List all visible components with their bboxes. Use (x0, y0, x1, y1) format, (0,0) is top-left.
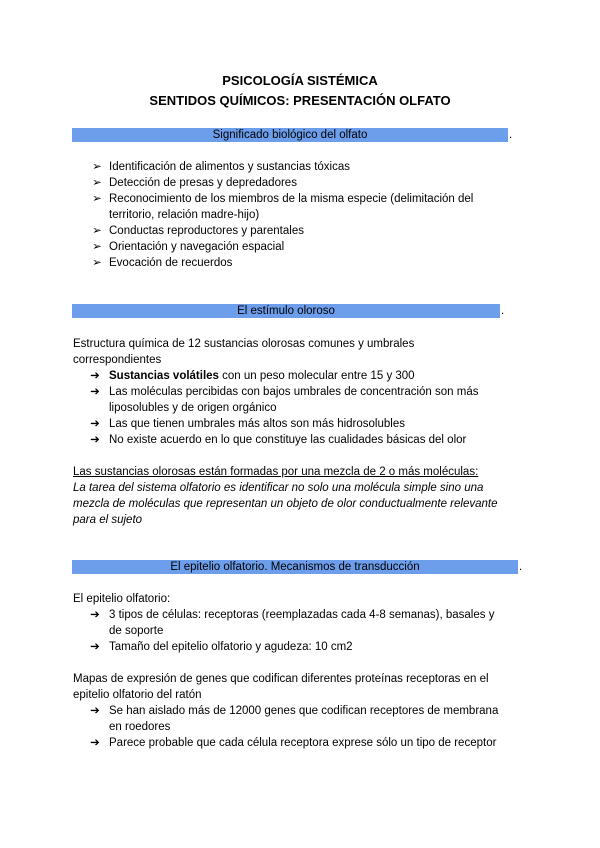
paragraph-line: Estructura química de 12 sustancias olorosas comunes y umbrales (73, 338, 415, 350)
list-item: Identificación de alimentos y sustancias tóxicas (109, 161, 350, 173)
chevron-bullet-icon: ➢ (92, 161, 102, 173)
paragraph-line: El epitelio olfatorio: (73, 593, 171, 605)
section-heading-dot: . (519, 561, 523, 573)
arrow-bullet-icon: ➔ (90, 386, 100, 398)
section-heading-dot: . (509, 129, 513, 141)
list-item: Reconocimiento de los miembros de la misma especie (delimitación del (109, 193, 474, 205)
arrow-bullet-icon: ➔ (90, 370, 100, 382)
arrow-bullet-icon: ➔ (90, 641, 100, 653)
section-heading-text: El estímulo oloroso (237, 305, 335, 317)
bold-term: Sustancias volátiles (109, 370, 219, 382)
list-item-continuation: de soporte (109, 625, 164, 637)
chevron-bullet-icon: ➢ (92, 193, 102, 205)
section-heading-estimulo (72, 304, 500, 318)
list-item (109, 368, 415, 384)
paragraph-line: epitelio olfatorio del ratón (73, 689, 202, 701)
italic-line: mezcla de moléculas que representan un objeto de olor conductualmente relevante (73, 498, 498, 510)
section-heading-text: El epitelio olfatorio. Mecanismos de transducción (170, 561, 420, 573)
arrow-bullet-icon: ➔ (90, 737, 100, 749)
arrow-bullet-icon: ➔ (90, 609, 100, 621)
section-heading-dot: . (501, 305, 505, 317)
chevron-bullet-icon: ➢ (92, 177, 102, 189)
underlined-statement: Las sustancias olorosas están formadas por una mezcla de 2 o más moléculas: (73, 466, 479, 478)
arrow-bullet-icon: ➔ (90, 705, 100, 717)
section-heading-text: Significado biológico del olfato (212, 129, 368, 141)
section-heading-significado (72, 128, 508, 142)
list-item-continuation: territorio, relación madre-hijo) (109, 209, 260, 221)
section-heading-epitelio (72, 560, 518, 574)
chevron-bullet-icon: ➢ (92, 257, 102, 269)
arrow-bullet-icon: ➔ (90, 418, 100, 430)
list-item-continuation: en roedores (109, 721, 171, 733)
list-item: Conductas reproductores y parentales (109, 225, 304, 237)
list-item: Las moléculas percibidas con bajos umbrales de concentración son más (109, 386, 479, 398)
chevron-bullet-icon: ➢ (92, 241, 102, 253)
list-item: Evocación de recuerdos (109, 257, 233, 269)
arrow-bullet-icon: ➔ (90, 434, 100, 446)
list-item: Las que tienen umbrales más altos son más hidrosolubles (109, 418, 405, 430)
list-item-continuation: liposolubles y de origen orgánico (109, 402, 277, 414)
list-item: 3 tipos de células: receptoras (reemplazadas cada 4-8 semanas), basales y (109, 609, 495, 621)
document-subtitle: SENTIDOS QUÍMICOS: PRESENTACIÓN OLFATO (149, 93, 451, 108)
italic-line: La tarea del sistema olfatorio es identificar no solo una molécula simple sino una (73, 482, 484, 494)
list-item: Se han aislado más de 12000 genes que codifican receptores de membrana (109, 705, 499, 717)
list-item-text: con un peso molecular entre 15 y 300 (218, 370, 415, 382)
list-item: Tamaño del epitelio olfatorio y agudeza: 10 cm2 (109, 641, 353, 653)
list-item: No existe acuerdo en lo que constituye las cualidades básicas del olor (109, 434, 467, 446)
list-item: Parece probable que cada célula receptora exprese sólo un tipo de receptor (109, 737, 497, 749)
paragraph-line: Mapas de expresión de genes que codifican diferentes proteínas receptoras en el (73, 673, 489, 685)
list-item: Detección de presas y depredadores (109, 177, 297, 189)
chevron-bullet-icon: ➢ (92, 225, 102, 237)
italic-line: para el sujeto (73, 514, 143, 526)
paragraph-line: correspondientes (73, 354, 162, 366)
list-item: Orientación y navegación espacial (109, 241, 285, 253)
document-title: PSICOLOGÍA SISTÉMICA (222, 73, 378, 88)
